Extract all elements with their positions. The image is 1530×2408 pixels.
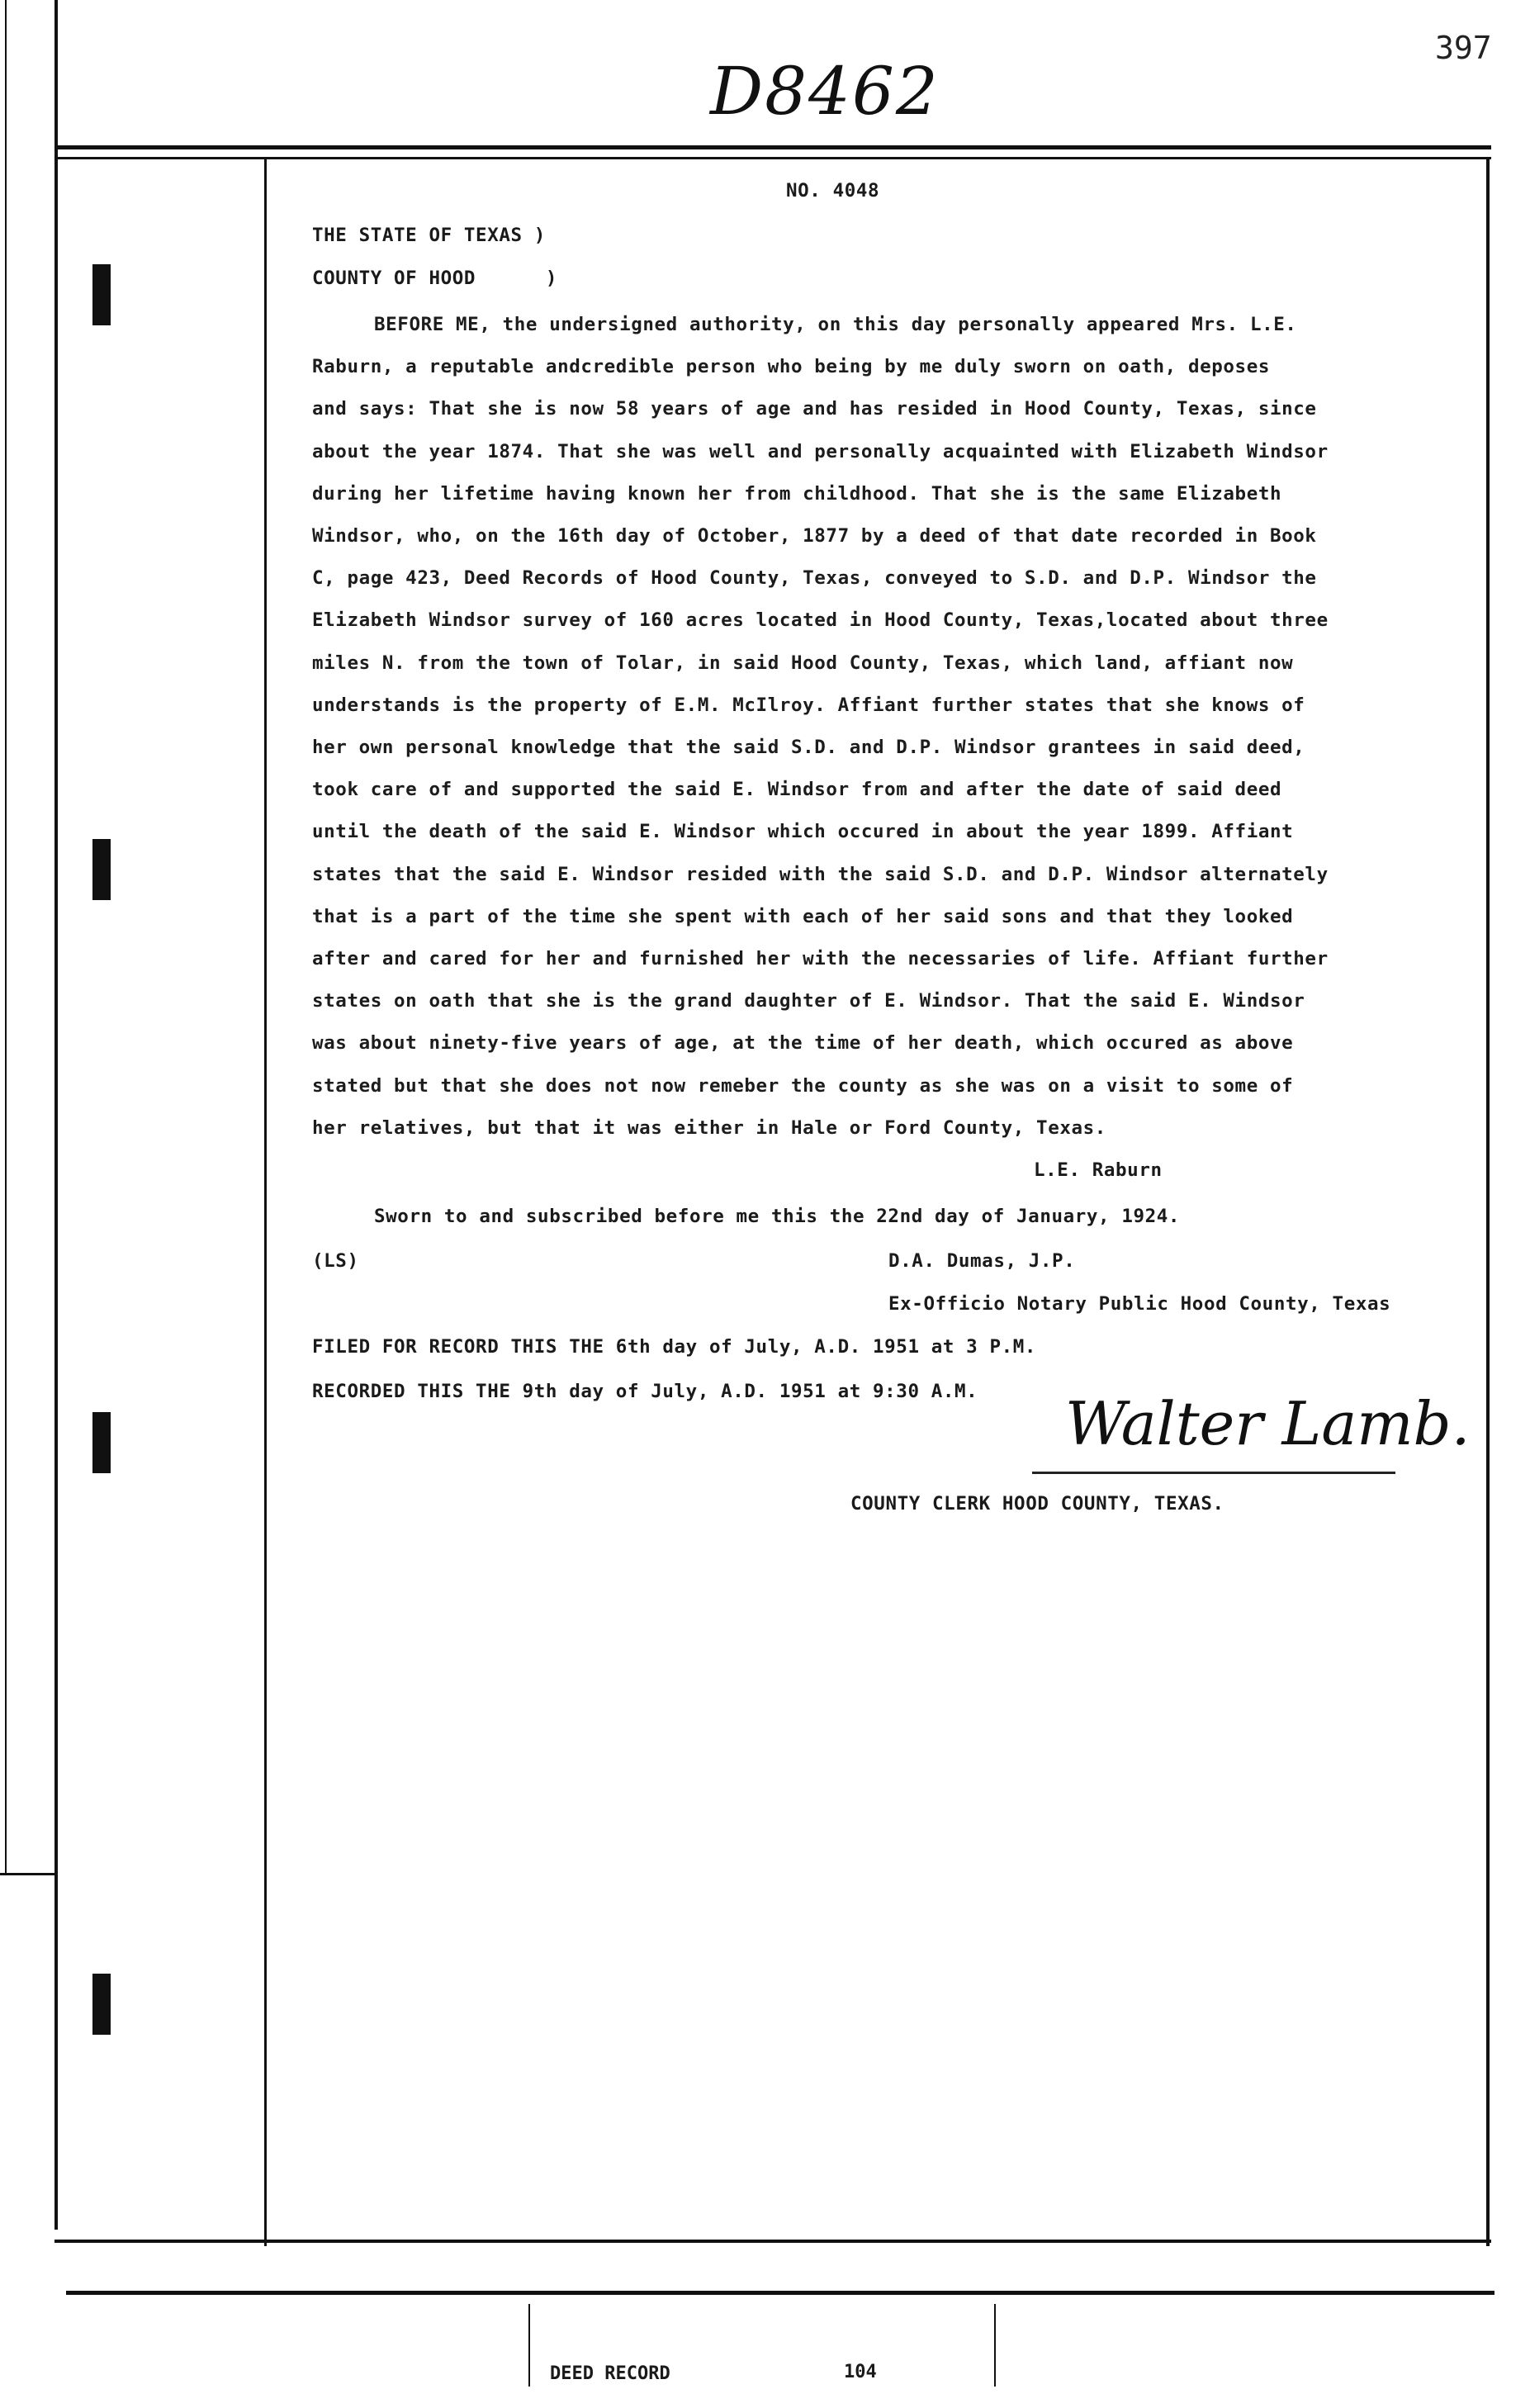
state-caption: THE STATE OF TEXAS ) [312, 225, 546, 246]
right-border [1486, 157, 1490, 2246]
recorded-date: RECORDED THIS THE 9th day of July, A.D. 1951 at 9:30 A.M. [312, 1381, 978, 1402]
body-line: miles N. from the town of Tolar, in said Hood County, Texas, which land, affiant now [312, 652, 1294, 674]
body-line: her relatives, but that it was either in Hale or Ford County, Texas. [312, 1116, 1106, 1139]
record-number: NO. 4048 [786, 180, 880, 201]
county-caption: COUNTY OF HOOD ) [312, 268, 558, 289]
instrument-number: D8462 [710, 53, 940, 130]
book-number: 104 [844, 2362, 877, 2382]
index-tab [92, 839, 111, 900]
header-top-rule [54, 145, 1491, 149]
margin-divider [264, 157, 267, 2246]
page-bottom-rule [66, 2291, 1494, 2295]
body-line: took care of and supported the said E. Windsor from and after the date of said deed [312, 779, 1282, 801]
page-number: 397 [1435, 30, 1492, 66]
clerk-signature: Walter Lamb. [1065, 1389, 1471, 1458]
outer-left-border [54, 0, 58, 2230]
signature-underline [1032, 1472, 1395, 1474]
index-tab [92, 264, 111, 325]
filed-for-record: FILED FOR RECORD THIS THE 6th day of July, A.D. 1951 at 3 P.M. [312, 1336, 1037, 1358]
body-line: Raburn, a reputable andcredible person who being by me duly sworn on oath, deposes [312, 356, 1270, 378]
body-line: that is a part of the time she spent with each of her said sons and that they looked [312, 905, 1294, 927]
notary-name: D.A. Dumas, J.P. [888, 1250, 1076, 1272]
body-line: and says: That she is now 58 years of age and has resided in Hood County, Texas, since [312, 398, 1317, 420]
sworn-statement: Sworn to and subscribed before me this the 22nd day of January, 1924. [374, 1206, 1181, 1227]
footer-divider-right [994, 2304, 996, 2387]
body-line: until the death of the said E. Windsor which occured in about the year 1899. Affiant [312, 821, 1294, 843]
affiant-signature: L.E. Raburn [1034, 1159, 1163, 1181]
body-line: Elizabeth Windsor survey of 160 acres located in Hood County, Texas,located about three [312, 609, 1329, 632]
body-line: Windsor, who, on the 16th day of October, 1877 by a deed of that date recorded in Book [312, 525, 1317, 547]
left-edge-border [5, 0, 7, 1875]
book-label: DEED RECORD [550, 2363, 670, 2384]
header-bottom-rule [54, 157, 1491, 159]
body-line: states that the said E. Windsor resided with the said S.D. and D.P. Windsor alternately [312, 863, 1329, 885]
body-line: C, page 423, Deed Records of Hood County, Texas, conveyed to S.D. and D.P. Windsor the [312, 567, 1317, 590]
body-line: understands is the property of E.M. McIlroy. Affiant further states that she knows of [312, 694, 1305, 716]
clerk-title: COUNTY CLERK HOOD COUNTY, TEXAS. [850, 1493, 1224, 1514]
notary-title: Ex-Officio Notary Public Hood County, Texas [888, 1293, 1391, 1315]
body-line: BEFORE ME, the undersigned authority, on this day personally appeared Mrs. L.E. [374, 314, 1297, 335]
left-edge-tick [0, 1873, 54, 1875]
body-bottom-rule [54, 2240, 1491, 2243]
body-line: was about ninety-five years of age, at the time of her death, which occured as above [312, 1032, 1294, 1055]
body-line: about the year 1874. That she was well and personally acquainted with Elizabeth Windsor [312, 440, 1329, 462]
affidavit-body [312, 304, 1435, 1149]
seal-mark: (LS) [312, 1250, 359, 1272]
footer-divider-left [528, 2304, 530, 2387]
index-tab [92, 1974, 111, 2035]
body-line: states on oath that she is the grand daughter of E. Windsor. That the said E. Windsor [312, 990, 1305, 1012]
body-line: during her lifetime having known her from childhood. That she is the same Elizabeth [312, 482, 1282, 505]
body-line: her own personal knowledge that the said S.D. and D.P. Windsor grantees in said deed, [312, 737, 1305, 759]
body-line: after and cared for her and furnished her with the necessaries of life. Affiant further [312, 948, 1329, 970]
body-line: stated but that she does not now remeber the county as she was on a visit to some of [312, 1074, 1294, 1097]
index-tab [92, 1412, 111, 1473]
